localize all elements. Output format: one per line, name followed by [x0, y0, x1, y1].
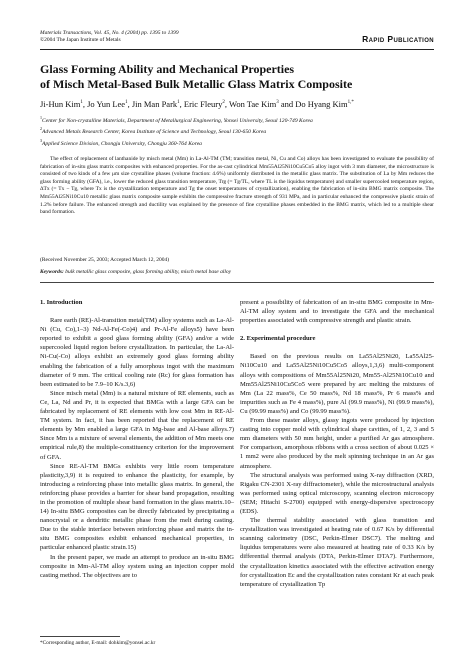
keywords-text: bulk metallic glass composite, glass forming ability, misch metal base alloy — [65, 269, 232, 275]
affiliation-text: Advanced Metals Research Center, Korea Institute of Science and Technology, Seoul 130-650 Korea — [42, 129, 267, 136]
section-heading-experimental: 2. Experimental procedure — [240, 335, 316, 343]
affiliation-mark: 2 — [40, 126, 42, 132]
abstract-rule — [40, 282, 434, 283]
paragraph: The structural analysis was performed using X-ray diffraction (XRD, Rigaku CN-2301 X-ray diffractometer), while the microstructural analysis was performed using optical microscopy, scanning electron microscopy (SEM; Hitachi S-2700) equipped with energy-dispersive spectroscopy (EDS). — [240, 471, 434, 515]
journal-info — [40, 30, 179, 44]
keywords-label: Keywords: — [40, 269, 64, 275]
title-line-1: Glass Forming Ability and Mechanical Properties — [40, 62, 295, 76]
paragraph: Rare earth (RE)-Al-transition metal(TM) alloy systems such as La-Al-Ni (Cu, Co),1–3) Nd-Al-Fe(-Co)4) and Pr-Al-Fe alloys5) have been reported to exhibit a good glass forming ability (GFA) and/or a wide supercooled liquid region before crystallization. In particular, the La-Al-Ni-Cu(-Co) alloys exhibit an extremely good glass forming ability enabling the fabrication of a fully amorphous ingot with the maximum diameter of 9 mm. The critical cooling rate (Rc) for glass formation has been estimated to be 7.9–10 K/s.3,6) — [40, 317, 234, 388]
author-name: , Jo Yun Lee — [82, 98, 126, 109]
affiliation-text: Applied Science Division, Chongju University, Chongju 360-764 Korea — [42, 140, 202, 147]
affiliation-mark: 1 — [40, 115, 42, 120]
author-name: and Do Hyang Kim — [278, 98, 348, 109]
spacer — [240, 325, 434, 334]
right-column — [240, 298, 434, 589]
author-affil-mark: 1,* — [347, 100, 354, 105]
paragraph: Since RE-Al-TM BMGs exhibits very little room temperature plasticity,3,9) it is required to enhance the plasticity, for example, by introducing a reinforcing phase into metallic glass matrix. In general, the reinforcing phase provides a barrier for shear band propagation, resulting in the promotion of multiple shear band formation in the glass matrix.10–14) In-situ BMG composites can be directly fabricated by precipitating a nanocrystal or a dendritic metallic phase from the melt during casting. Due to the stable interface between reinforcing phase and matrix the in-situ BMG composites exhibit enhanced mechanical properties, in particular enhanced plastic strain.15) — [40, 462, 234, 552]
author-affil-mark: 3 — [276, 100, 279, 105]
affiliation-line — [40, 137, 440, 148]
author-name: Ji-Hun Kim — [40, 98, 81, 109]
paragraph: Based on the previous results on La55Al25Ni20, La55Al25-Ni10Cu10 and La55Al25Ni10Cu5Co5 alloys,1,3,6) multi-component alloys with compositions of Mm55Al25Ni20, Mm55-Al25Ni10Cu10 and Mm55Al25Ni10Cu5Co5 were prepared by arc melting the mixtures of Mm (La 22 mass%, Ce 50 mass%, Nd 18 mass%, Pr 6 mass% and impurities such as Fe 4 mass%), pure Al (99.9 mass%), Ni (99.9 mass%), Cu (99.99 mass%) and Co (99.99 mass%). — [240, 353, 434, 415]
author-affil-mark: 1 — [125, 100, 128, 105]
author-list — [40, 97, 440, 110]
received-dates: (Received November 25, 2003; Accepted March 12, 2004) — [40, 257, 170, 263]
affiliation-line — [40, 114, 440, 125]
author-affil-mark: 1 — [80, 100, 83, 105]
journal-citation: Materials Transactions, Vol. 45, No. 4 (2004) pp. 1395 to 1399 — [40, 30, 179, 36]
copyright-line: ©2004 The Japan Institute of Metals — [40, 37, 121, 43]
affiliation-mark: 3 — [40, 137, 42, 143]
keywords — [40, 269, 231, 275]
author-affil-mark: 1 — [177, 100, 180, 105]
author-name: , Eric Fleury — [179, 98, 223, 109]
footnote-rule — [40, 636, 120, 637]
affiliations — [40, 114, 440, 148]
paragraph: Since misch metal (Mm) is a natural mixture of RE elements, such as Ce, La, Nd and Pr, it is expected that BMGs with a large GFA can be fabricated by replacement of RE elements with low cost Mm in RE-Al-TM system. In fact, it has been reported that the replacement of RE elements by Mm enabled a large GFA in Mg-base and Al-base alloys.7) Since Mm is a mixture of several elements, the addition of Mm meets one empirical rule,8) the multiple-constituency criterion for the improvement of GFA. — [40, 389, 234, 461]
abstract: The effect of replacement of lanthanide by misch metal (Mm) in La-Al-TM (TM; transition metal, Ni, Cu and Co) alloys has been investigated to evaluate the possibility of fabrication of in-situ glass matrix composites with enhanced properties. For the as-cast cylindrical Mm55Al25Ni10Cu5Co5 alloy ingot with 3 mm diameter, the microstructure is consisted of two kinds of a few μm size crystalline phases (volume fraction: 4.6%) uniformly distributed in the metallic glass matrix. The substitution of La by Mm reduces the glass forming ability (GFA), i.e., lower the reduced glass transition temperature, Trg (= Tg/TL, where TL is the liquidus temperature) and smaller supercooled temperature region, ΔTx (= Tx − Tg, where Tx is the crystallization temperature and Tg the onset temperatures of crystallization), enabling the fabrication of in-situ BMG matrix composite. The Mm55Al25Ni10Cu10 metallic glass matrix composite sample exhibits the compressive fracture strength of 931 MPa, and in particular enhanced the compressive plastic strain of 1.2% before failure. The enhanced strength and ductility was explained by the presence of fine crystalline phases embedded in the BMG matrix, which led to a multiple shear band formation. — [40, 156, 434, 216]
paragraph: The thermal stability associated with glass transition and crystallization was investigated at heating rate of 0.67 K/s by differential scanning calorimetry (DSC, Perkin-Elmer DSC7). The melting and liquidus temperatures were also measured at heating rate of 0.33 K/s by differential thermal analysis (DTA, Perkin-Elmer DTA7). Furthermore, the crystallization kinetics associated with the effective activation energy for crystallization Ec and the crystallization rates constant Kr at each peak temperature of crystallization Tp — [240, 517, 434, 588]
section-heading-introduction: 1. Introduction — [40, 299, 83, 306]
paragraph: present a possibility of fabrication of an in-situ BMG composite in Mm-Al-TM alloy system and to investigate the GFA and the mechanical properties associated with compressive strength and plastic strain. — [240, 299, 434, 325]
paragraph: In the present paper, we made an attempt to produce an in-situ BMG composite in Mm-Al-TM alloy system using an injection copper mold casting method. The objectives are to — [40, 553, 234, 579]
author-name: , Jin Man Park — [127, 98, 178, 109]
header-rule — [40, 49, 434, 50]
left-column — [40, 298, 234, 580]
paragraph: From these master alloys, glassy ingots were produced by injection casting into copper mold with cylindrical shape cavities, of 1, 2, 3 and 5 mm diameters with 50 mm height, under a purified Ar gas atmosphere. For comparison, amorphous ribbons with a cross section of about 0.025 × 1 mm2 were also produced by the melt spinning technique in an Ar gas atmosphere. — [240, 417, 434, 470]
affiliation-line — [40, 125, 440, 136]
author-name: , Won Tae Kim — [224, 98, 277, 109]
footnote: *Corresponding author, E-mail: dohkim@yonsei.ac.kr — [40, 640, 156, 646]
paper-title — [40, 62, 440, 91]
author-affil-mark: 2 — [222, 100, 225, 105]
section-tag: Rapid Publication — [362, 34, 434, 44]
title-line-2: of Misch Metal-Based Bulk Metallic Glass Matrix Composite — [40, 76, 353, 91]
affiliation-text: Center for Non-crystalline Materials, Department of Metallurgical Engineering, Yonsei University, Seoul 120-749 Korea — [42, 117, 313, 124]
